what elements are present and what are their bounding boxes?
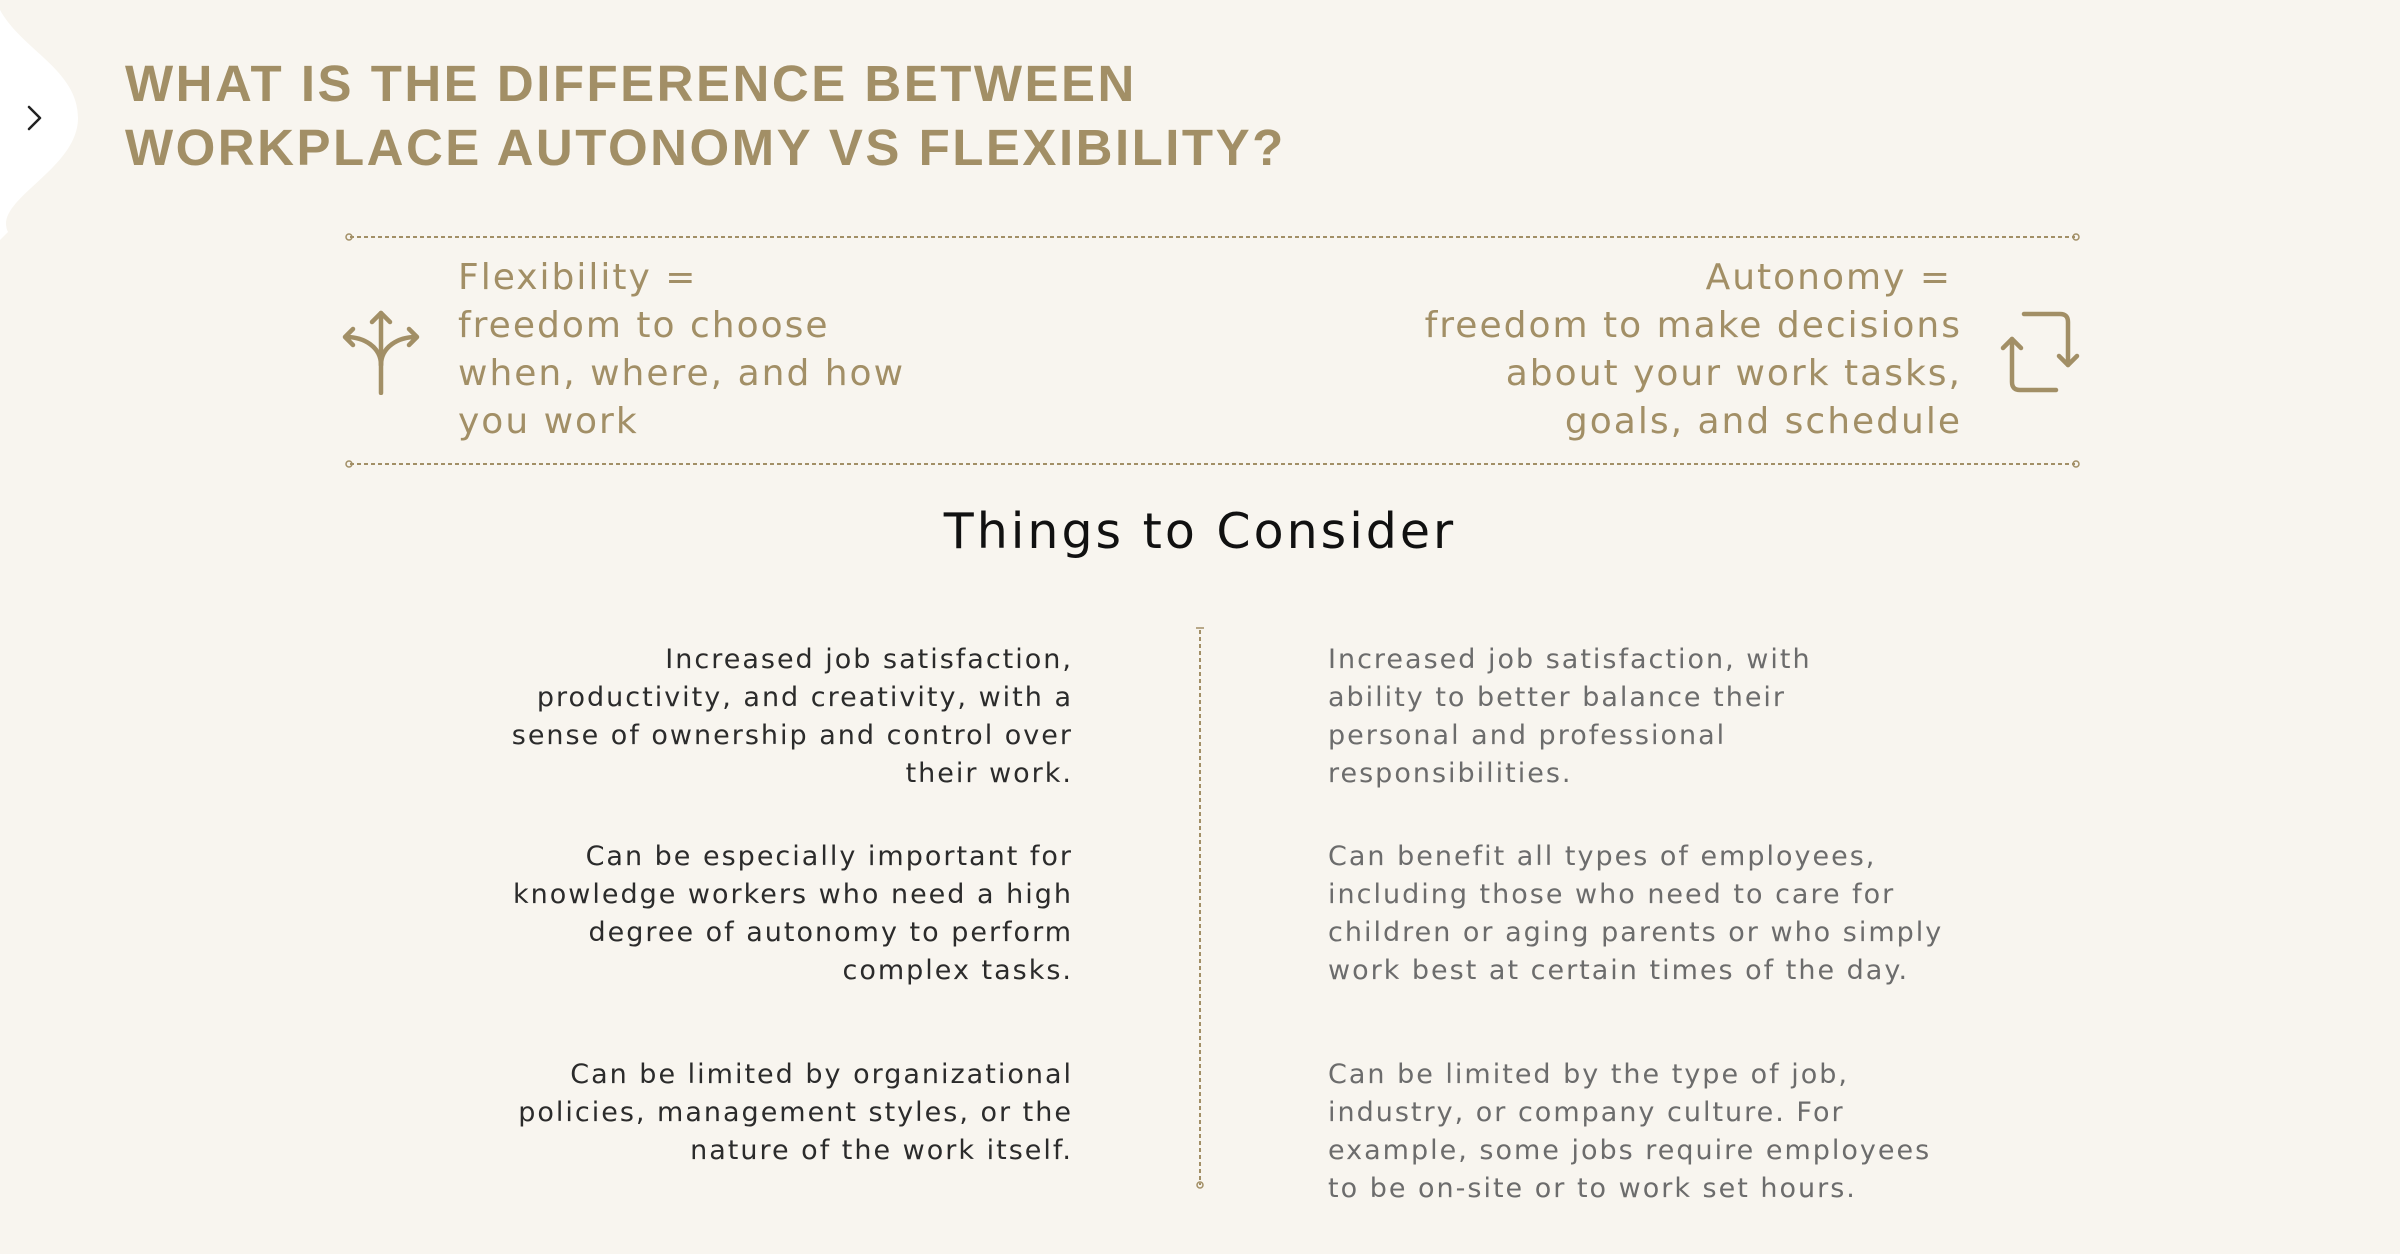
top-divider xyxy=(345,231,2080,243)
things-to-consider-heading: Things to Consider xyxy=(943,503,1457,560)
text-line: ability to better balance their xyxy=(1328,682,1787,713)
text-line: work best at certain times of the day. xyxy=(1328,955,1910,986)
flexibility-line: freedom to choose xyxy=(458,305,830,346)
autonomy-consideration xyxy=(513,838,1073,990)
text-line: Can benefit all types of employees, xyxy=(1328,841,1877,872)
autonomy-line: about your work tasks, xyxy=(1505,353,1962,394)
text-line: degree of autonomy to perform xyxy=(588,917,1073,948)
text-line: sense of ownership and control over xyxy=(511,720,1073,751)
page-title xyxy=(125,52,1286,180)
text-line: nature of the work itself. xyxy=(690,1135,1073,1166)
flexibility-consideration xyxy=(1328,838,1943,990)
autonomy-definition xyxy=(1425,254,1962,446)
flexibility-definition xyxy=(458,254,905,446)
column-divider xyxy=(1194,625,1206,1190)
text-line: children or aging parents or who simply xyxy=(1328,917,1944,948)
title-line-2: WORKPLACE AUTONOMY VS FLEXIBILITY? xyxy=(125,119,1286,176)
text-line: Can be limited by the type of job, xyxy=(1328,1059,1849,1090)
cycle-arrows-icon xyxy=(2000,309,2080,395)
text-line: Increased job satisfaction, xyxy=(665,644,1073,675)
split-arrows-icon xyxy=(342,309,420,395)
text-line: complex tasks. xyxy=(842,955,1073,986)
flexibility-line: when, where, and how xyxy=(458,353,906,394)
text-line: their work. xyxy=(905,758,1073,789)
autonomy-consideration xyxy=(518,1056,1073,1170)
autonomy-line: Autonomy = xyxy=(1705,257,1952,298)
text-line: to be on-site or to work set hours. xyxy=(1328,1173,1857,1204)
bottom-divider xyxy=(345,458,2080,470)
title-line-1: WHAT IS THE DIFFERENCE BETWEEN xyxy=(125,55,1137,112)
flexibility-consideration xyxy=(1328,641,1812,793)
text-line: industry, or company culture. For xyxy=(1328,1097,1845,1128)
flexibility-consideration xyxy=(1328,1056,1931,1208)
text-line: knowledge workers who need a high xyxy=(512,879,1073,910)
flexibility-line: Flexibility = xyxy=(458,257,698,298)
text-line: Increased job satisfaction, with xyxy=(1328,644,1812,675)
autonomy-line: goals, and schedule xyxy=(1564,401,1962,442)
text-line: policies, management styles, or the xyxy=(518,1097,1073,1128)
text-line: productivity, and creativity, with a xyxy=(536,682,1073,713)
side-nav-tab[interactable] xyxy=(0,0,90,240)
autonomy-line: freedom to make decisions xyxy=(1424,305,1962,346)
autonomy-consideration xyxy=(512,641,1073,793)
text-line: Can be limited by organizational xyxy=(570,1059,1073,1090)
text-line: responsibilities. xyxy=(1328,758,1573,789)
text-line: including those who need to care for xyxy=(1328,879,1896,910)
text-line: example, some jobs require employees xyxy=(1328,1135,1932,1166)
flexibility-line: you work xyxy=(458,401,639,442)
text-line: Can be especially important for xyxy=(585,841,1073,872)
text-line: personal and professional xyxy=(1328,720,1727,751)
